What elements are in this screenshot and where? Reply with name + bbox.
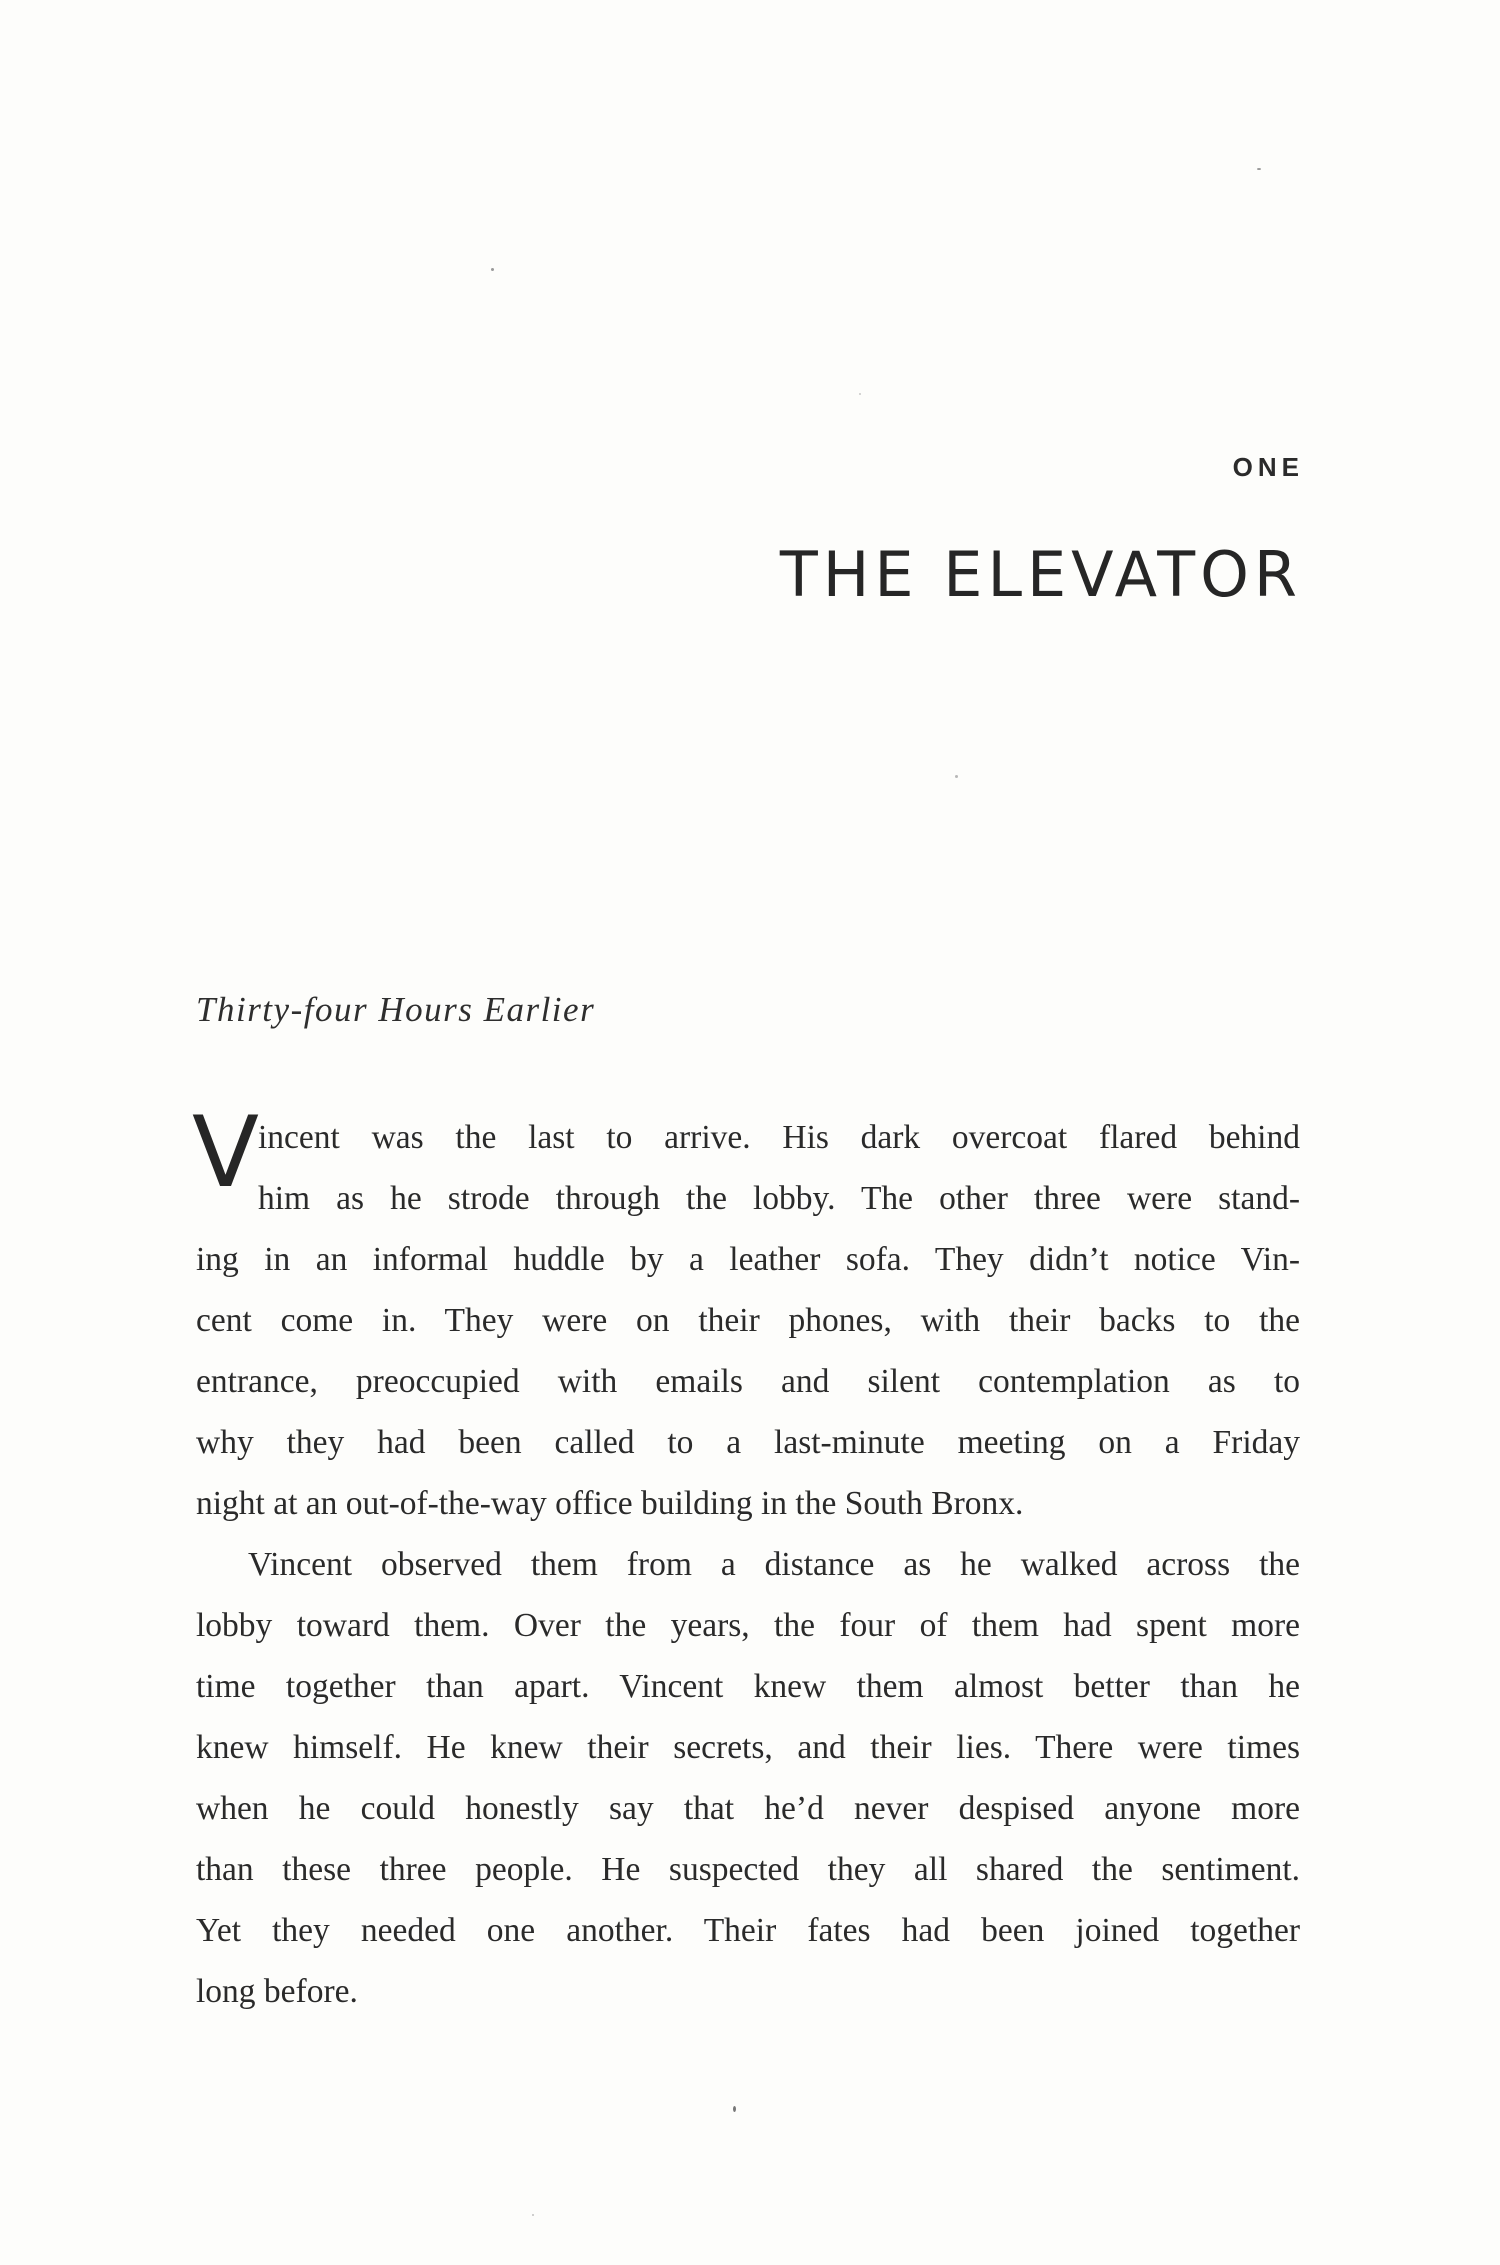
- text-line: incent was the last to arrive. His dark overcoat flared behind: [258, 1119, 1300, 1156]
- text-line: Vincent observed them from a distance as he walked across the: [248, 1546, 1300, 1583]
- text-line: when he could honestly say that he’d never despised anyone more: [196, 1790, 1300, 1827]
- scan-speck: [491, 268, 494, 271]
- scan-speck: [859, 393, 861, 395]
- scan-speck: [532, 2214, 534, 2216]
- scan-speck: [955, 775, 958, 778]
- scan-speck: [733, 2106, 736, 2112]
- text-line: time together than apart. Vincent knew them almost better than he: [196, 1668, 1300, 1705]
- text-line: Yet they needed one another. Their fates had been joined together: [196, 1912, 1300, 1949]
- text-line: lobby toward them. Over the years, the four of them had spent more: [196, 1607, 1300, 1644]
- chapter-title: THE ELEVATOR: [779, 538, 1302, 611]
- section-time-heading: Thirty-four Hours Earlier: [196, 990, 596, 1029]
- chapter-number: ONE: [1232, 452, 1304, 482]
- paragraph-2: [196, 1534, 1300, 2022]
- body-text: [196, 1107, 1300, 2022]
- drop-cap: V: [192, 1096, 260, 1210]
- text-line: why they had been called to a last-minute meeting on a Friday: [196, 1424, 1300, 1461]
- text-line: cent come in. They were on their phones, with their backs to the: [196, 1302, 1300, 1339]
- paragraph-1: [196, 1107, 1300, 1534]
- text-line: him as he strode through the lobby. The other three were stand-: [258, 1180, 1300, 1217]
- text-line: knew himself. He knew their secrets, and their lies. There were times: [196, 1729, 1300, 1766]
- text-line: entrance, preoccupied with emails and silent contemplation as to: [196, 1363, 1300, 1400]
- text-line: than these three people. He suspected they all shared the sentiment.: [196, 1851, 1300, 1888]
- text-line: ing in an informal huddle by a leather sofa. They didn’t notice Vin-: [196, 1241, 1300, 1278]
- scan-speck: [1257, 168, 1261, 170]
- text-line: long before.: [196, 1973, 358, 2010]
- text-line: night at an out-of-the-way office building in the South Bronx.: [196, 1485, 1024, 1522]
